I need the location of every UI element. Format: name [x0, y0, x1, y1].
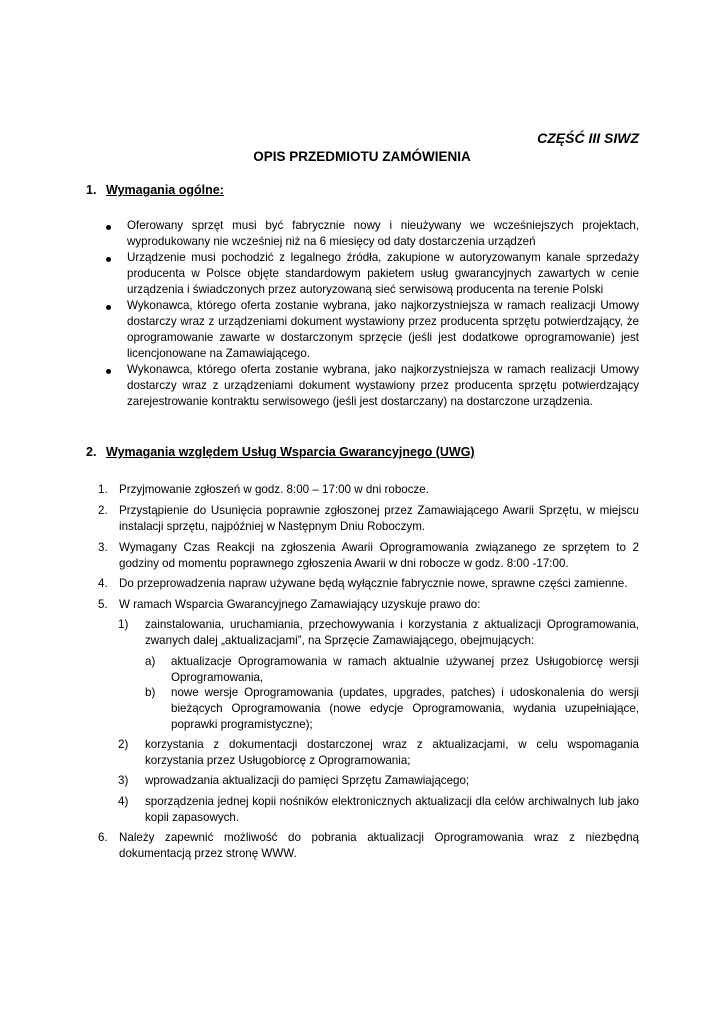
- list-marker: a): [145, 655, 156, 668]
- list-item: Wykonawca, którego oferta zostanie wybrana, jako najkorzystniejsza w ramach realizacji Umowy dostarczy wraz z urządzeniami dokument wystawiony przez producenta sprzętu potwierdzający, że oprogramowanie zawarte w dostarczonym sprzęcie (jeśli jest dodatkowe oprogramowanie) jest licencjonowane na Zamawiającego.: [127, 299, 639, 360]
- section-2-number: 2.: [86, 445, 97, 459]
- list-marker: 2): [118, 738, 129, 751]
- part-label: CZĘŚĆ III SIWZ: [537, 130, 639, 146]
- list-item: sporządzenia jednej kopii nośników elektronicznych aktualizacji dla celów archiwalnych lub jako kopii zapasowych.: [145, 795, 639, 824]
- section-2-heading: [86, 445, 475, 459]
- list-marker: 6.: [98, 831, 108, 844]
- section-1-heading-text: Wymagania ogólne:: [106, 183, 224, 197]
- list-item: Oferowany sprzęt musi być fabrycznie nowy i nieużywany we wcześniejszych projektach, wyprodukowany nie wcześniej niż na 6 miesięcy od daty dostarczenia urządzeń: [127, 219, 639, 248]
- list-marker: b): [145, 686, 156, 699]
- bullet-icon: [106, 369, 111, 374]
- list-marker: 4.: [98, 577, 108, 590]
- bullet-icon: [106, 225, 111, 230]
- list-marker: 3): [118, 774, 129, 787]
- list-item: Należy zapewnić możliwość do pobrania aktualizacji Oprogramowania wraz z niezbędną dokumentacją przez stronę WWW.: [119, 831, 639, 860]
- list-item: Wymagany Czas Reakcji na zgłoszenia Awarii Oprogramowania związanego ze sprzętem to 2 godziny od momentu poprawnego zgłoszenia Awarii w dni robocze w godz. 8:00 -17:00.: [119, 541, 639, 570]
- list-marker: 2.: [98, 504, 108, 517]
- list-marker: 3.: [98, 541, 108, 554]
- list-item: Wykonawca, którego oferta zostanie wybrana, jako najkorzystniejsza w ramach realizacji Umowy dostarczy wraz z urządzeniami dokument wystawiony przez producenta sprzętu potwierdzający zarejestrowanie kontraktu serwisowego (jeśli jest dostarczany) na dostarczone urządzenia.: [127, 363, 639, 408]
- list-item: korzystania z dokumentacji dostarczonej wraz z aktualizacjami, w celu wspomagania korzystania przez Usługobiorcę z Oprogramowania;: [145, 738, 639, 767]
- list-item: W ramach Wsparcia Gwarancyjnego Zamawiający uzyskuje prawo do:: [119, 598, 481, 611]
- list-item: zainstalowania, uruchamiania, przechowywania i korzystania z aktualizacji Oprogramowania, zwanych dalej „aktualizacjami”, na Sprzęcie Zamawiającego, obejmujących:: [145, 618, 639, 647]
- list-item: Do przeprowadzenia napraw używane będą wyłącznie fabrycznie nowe, sprawne części zamienne.: [119, 577, 628, 590]
- section-1-heading: [86, 183, 224, 197]
- list-marker: 1): [118, 618, 129, 631]
- list-item: aktualizacje Oprogramowania w ramach aktualnie używanej przez Usługobiorcę wersji Oprogramowania,: [171, 655, 639, 684]
- list-item: Przyjmowanie zgłoszeń w godz. 8:00 – 17:00 w dni robocze.: [119, 483, 429, 496]
- bullet-icon: [106, 257, 111, 262]
- list-item: Przystąpienie do Usunięcia poprawnie zgłoszonej przez Zamawiającego Awarii Sprzętu, w miejscu instalacji sprzętu, najpóźniej w Następnym Dniu Roboczym.: [119, 504, 639, 533]
- list-item: Urządzenie musi pochodzić z legalnego źródła, zakupione w autoryzowanym kanale sprzedaży producenta w Polsce objęte standardowym pakietem usług gwarancyjnych zawartych w cenie urządzenia i świadczonych przez autoryzowaną sieć serwisową producenta na terenie Polski: [127, 251, 639, 296]
- section-2-heading-text: Wymagania względem Usług Wsparcia Gwarancyjnego (UWG): [106, 445, 475, 459]
- bullet-icon: [106, 305, 111, 310]
- section-1-number: 1.: [86, 183, 97, 197]
- list-marker: 1.: [98, 483, 108, 496]
- list-item: wprowadzania aktualizacji do pamięci Sprzętu Zamawiającego;: [145, 774, 470, 787]
- list-marker: 5.: [98, 598, 108, 611]
- list-item: nowe wersje Oprogramowania (updates, upgrades, patches) i udoskonalenia do wersji bieżących Oprogramowania (nowe edycje Oprogramowania, wydania uzupełniające, poprawki programistyczne);: [171, 686, 639, 731]
- list-marker: 4): [118, 795, 129, 808]
- document-title: OPIS PRZEDMIOTU ZAMÓWIENIA: [253, 149, 471, 164]
